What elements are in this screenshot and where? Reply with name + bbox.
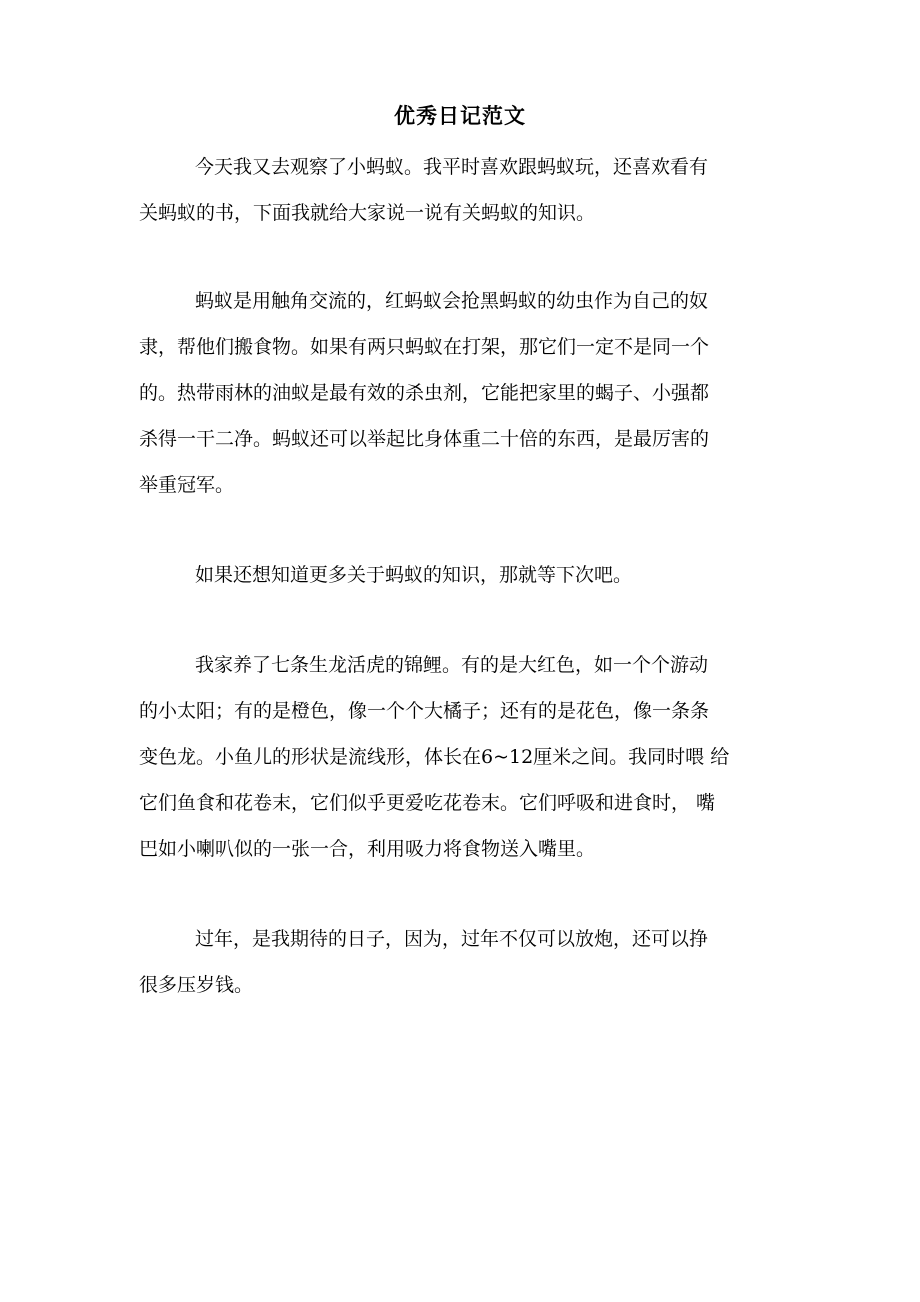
paragraph-spacer — [139, 872, 801, 916]
paragraph-line: 的小太阳；有的是橙色，像一个个大橘子；还有的是花色，像一条条 — [139, 700, 710, 722]
paragraph-line: 变色龙。小鱼儿的形状是流线形，体长在6~12厘米之间。我同时喂 给 — [139, 746, 730, 768]
paragraph-spacer — [139, 508, 801, 552]
paragraph-line: 今天我又去观察了小蚂蚁。我平时喜欢跟蚂蚁玩，还喜欢看有 — [195, 156, 709, 178]
paragraph-line: 很多压岁钱。 — [139, 974, 254, 996]
paragraph-line: 的。热带雨林的油蚁是最有效的杀虫剂，它能把家里的蝎子、小强都 — [139, 382, 710, 404]
paragraph-4 — [139, 642, 801, 872]
paragraph-spacer — [139, 598, 801, 642]
paragraph-2 — [139, 278, 801, 508]
paragraph-line: 杀得一干二净。蚂蚁还可以举起比身体重二十倍的东西，是最厉害的 — [139, 428, 710, 450]
paragraph-1 — [139, 144, 801, 236]
paragraph-3 — [139, 552, 801, 598]
paragraph-line: 我家养了七条生龙活虎的锦鲤。有的是大红色，如一个个游动 — [195, 654, 709, 676]
paragraph-line: 关蚂蚁的书，下面我就给大家说一说有关蚂蚁的知识。 — [139, 202, 596, 224]
paragraph-line: 巴如小喇叭似的一张一合，利用吸力将食物送入嘴里。 — [139, 838, 596, 860]
paragraph-line: 举重冠军。 — [139, 474, 235, 496]
paragraph-line: 如果还想知道更多关于蚂蚁的知识，那就等下次吧。 — [195, 564, 633, 586]
paragraph-spacer — [139, 236, 801, 278]
document-title: 优秀日记范文 — [394, 103, 526, 128]
paragraph-line: 它们鱼食和花卷末，它们似乎更爱吃花卷末。它们呼吸和进食时， 嘴 — [139, 792, 716, 814]
paragraph-line: 过年，是我期待的日子，因为，过年不仅可以放炮，还可以挣 — [195, 928, 709, 950]
paragraph-5 — [139, 916, 801, 1008]
paragraph-line: 蚂蚁是用触角交流的，红蚂蚁会抢黑蚂蚁的幼虫作为自己的奴 — [195, 290, 709, 312]
paragraph-line: 隶，帮他们搬食物。如果有两只蚂蚁在打架，那它们一定不是同一个 — [139, 336, 710, 358]
document-body — [139, 144, 801, 1008]
